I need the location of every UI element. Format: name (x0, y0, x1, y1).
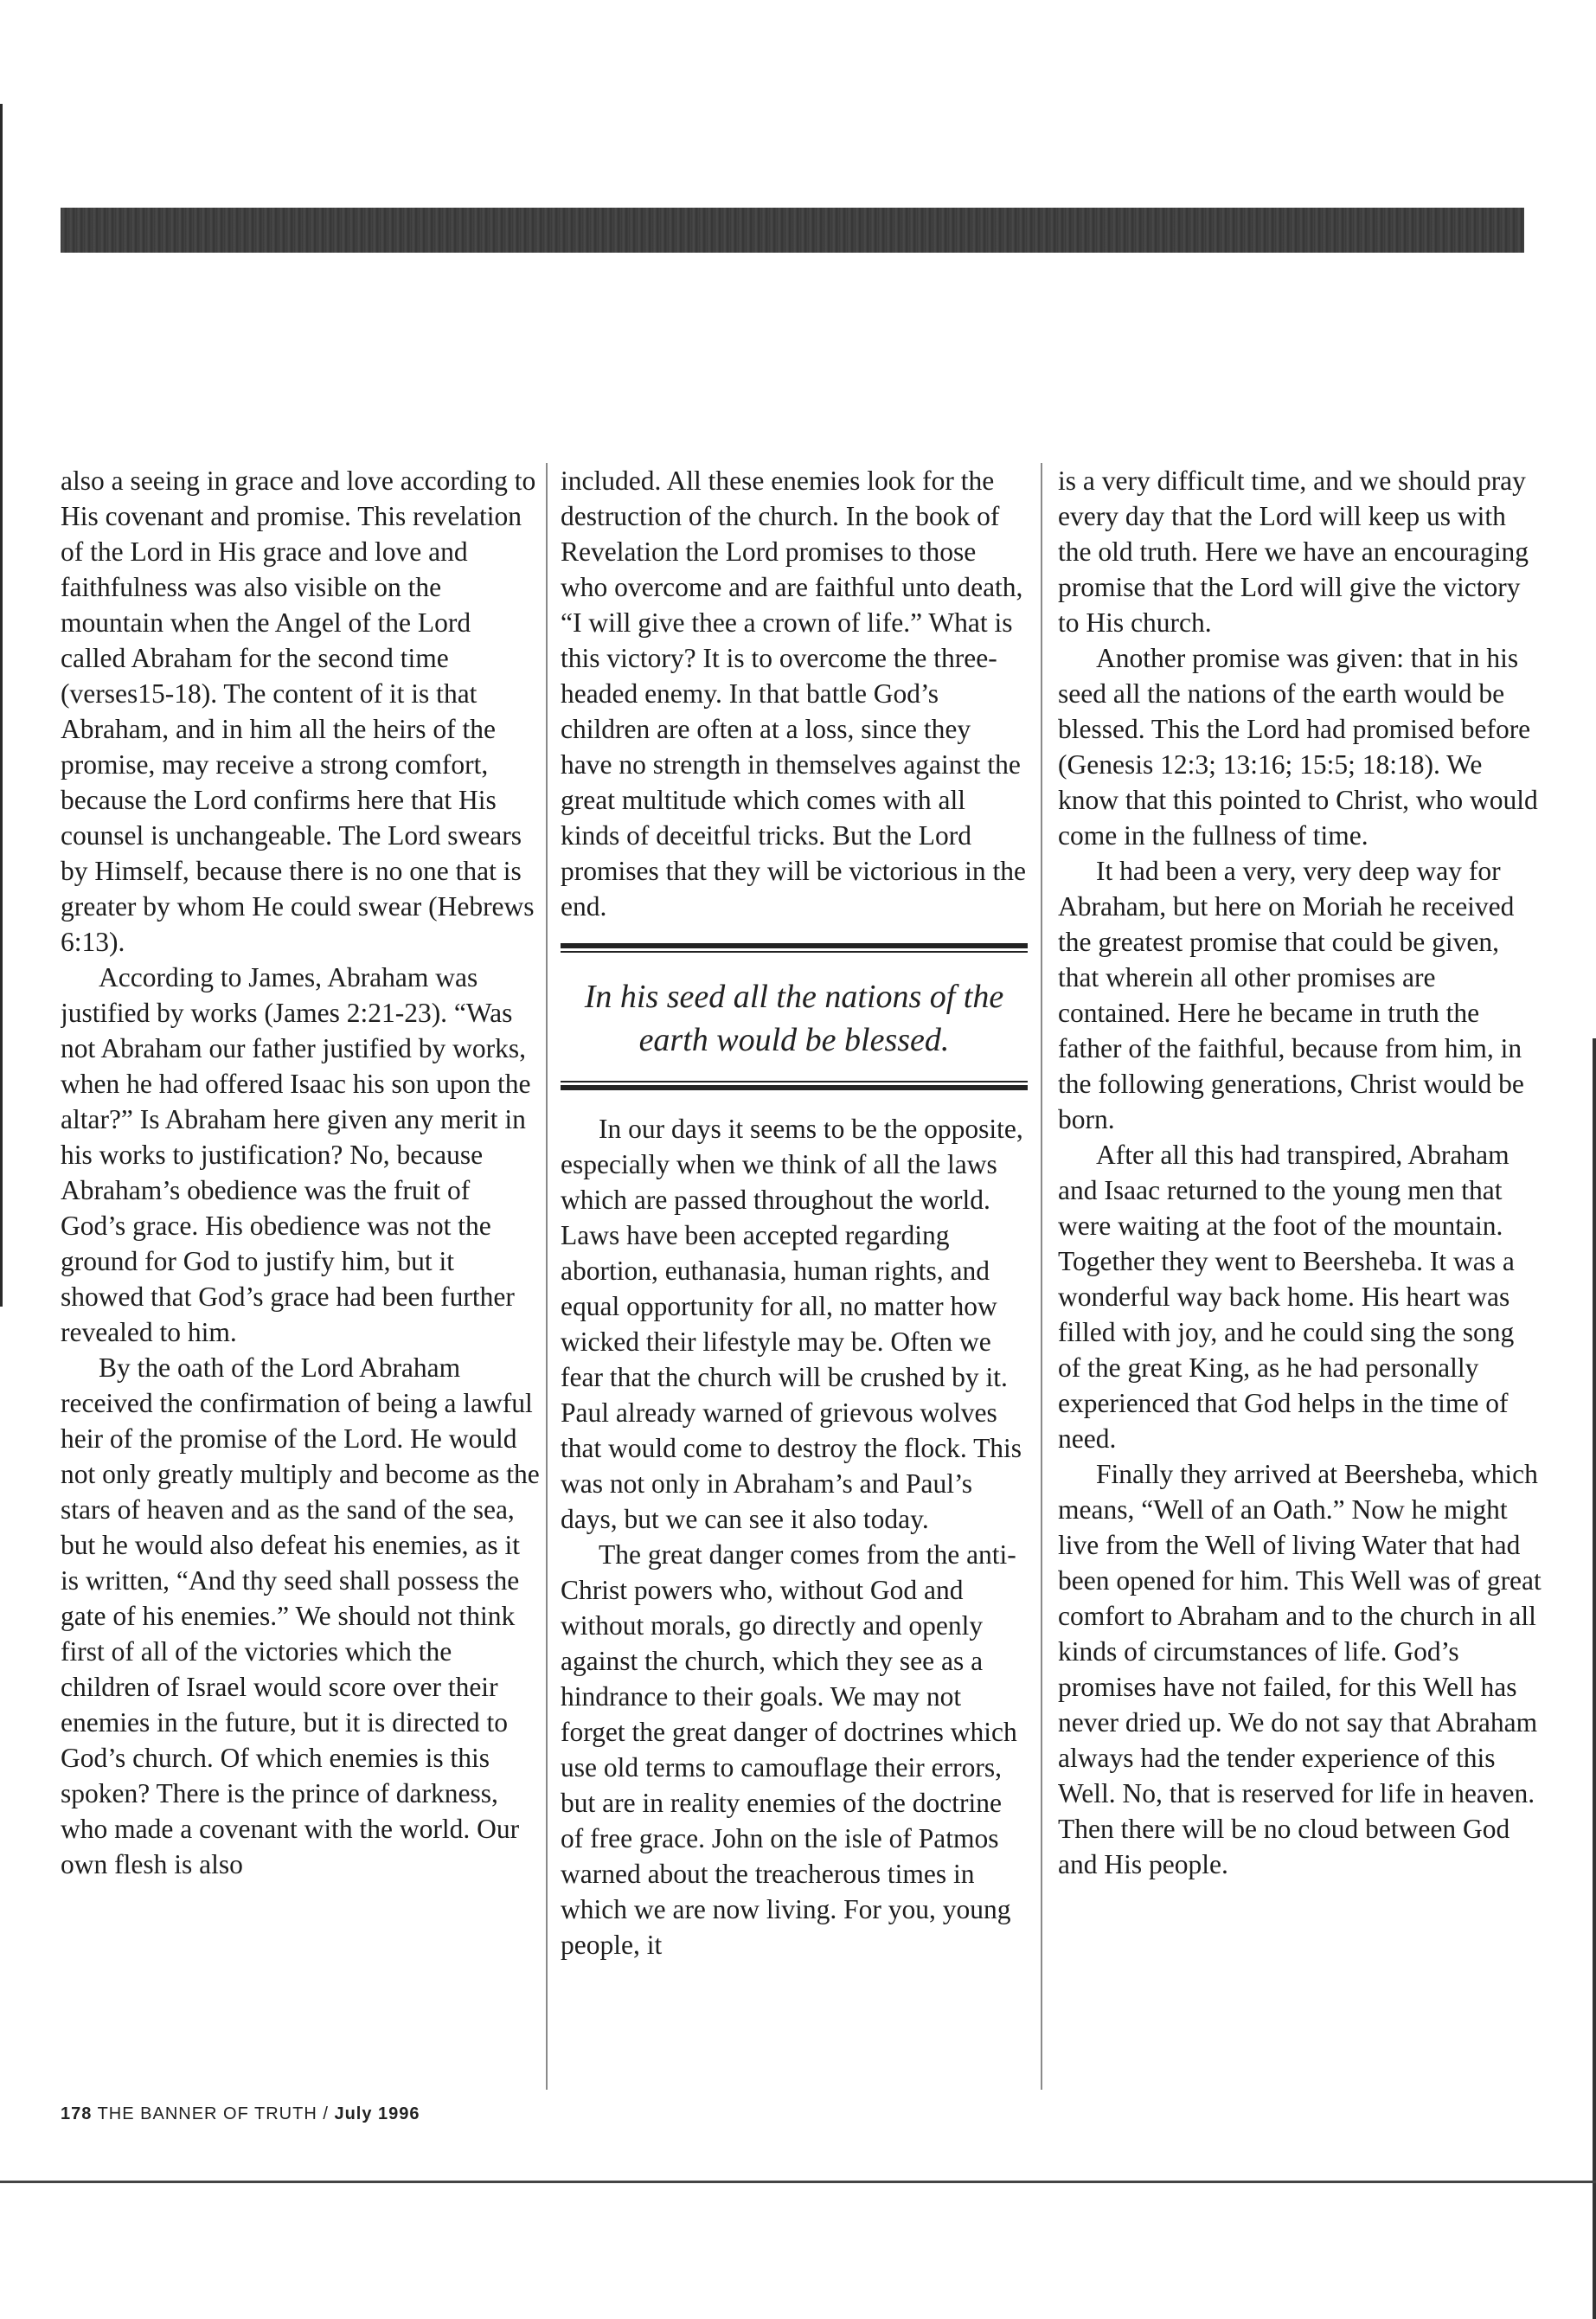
col2-paragraph: included. All these enemies look for the destruction of the church. In the book of Revelation the Lord promises to those who overcome and are faithful unto death, “I will give thee a crown of life.” What is this victory? It is to overcome the three-headed enemy. In that battle God’s children are often at a loss, since they have no strength in themselves against the great multitude which comes with all kinds of deceitful tricks. But the Lord promises that they will be victorious in the end. (561, 466, 1027, 922)
col3-paragraph: Finally they arrived at Beersheba, which means, “Well of an Oath.” Now he might live from the Well of living Water that had been opened for him. This Well was of great comfort to Abraham and to the church in all kinds of circumstances of life. God’s promises have not failed, for this Well has never dried up. We do not say that Abraham always had the tender experience of this Well. No, that is reserved for life in heaven. Then there will be no cloud between God and His people. (1058, 1459, 1542, 1879)
col2-paragraph: The great danger comes from the anti-Christ powers who, without God and without morals, go directly and openly against the church, which they see as a hindrance to their goals. We may not forget the great danger of doctrines which use old terms to camouflage their errors, but are in reality enemies of the doctrine of free grace. John on the isle of Patmos warned about the treacherous times in which we are now living. For you, young people, it (561, 1539, 1017, 1960)
column-1 (61, 463, 541, 2090)
col3-paragraph: Another promise was given: that in his seed all the nations of the earth would be blessed. This the Lord had promised before (Genesis 12:3; 13:16; 15:5; 18:18). We know that this pointed to Christ, who would come in the fullness of time. (1058, 643, 1538, 851)
col3-paragraph: It had been a very, very deep way for Abraham, but here on Moriah he received the greatest promise that could be given, that wherein all other promises are contained. Here he became in truth the father of the faithful, because from him, in the following generations, Christ would be born. (1058, 856, 1524, 1134)
footer-separator: / (323, 2104, 329, 2123)
column-divider (546, 463, 548, 2090)
col1-paragraph: also a seeing in grace and love according to His covenant and promise. This revelation of the Lord in His grace and love and faithfulness was also visible on the mountain when the Angel of the Lord called Abraham for the second time (verses15-18). The content of it is that Abraham, and in him all the heirs of the promise, may receive a strong comfort, because the Lord confirms here that His counsel is unchangeable. The Lord swears by Himself, because there is no one that is greater by whom He could swear (Hebrews 6:13). (61, 466, 536, 957)
col1-paragraph: By the oath of the Lord Abraham received the confirmation of being a lawful heir of the promise of the Lord. He would not only greatly multiply and become as the stars of heaven and as the sand of the sea, but he would also defeat his enemies, as it is written, “And thy seed shall possess the gate of his enemies.” We should not think first of all of the victories which the children of Israel would score over their enemies in the future, but it is directed to God’s church. Of which enemies is this spoken? There is the prince of darkness, who made a covenant with the world. Our own flesh is also (61, 1352, 540, 1879)
page-right-edge (1593, 1038, 1596, 2319)
publication-name: THE BANNER OF TRUTH (97, 2104, 317, 2123)
pull-quote-rule-bottom-thin (561, 1081, 1028, 1082)
page-footer (61, 2104, 420, 2124)
page-left-edge (0, 104, 3, 1307)
col3-paragraph: After all this had transpired, Abraham and Isaac returned to the young men that were waiting at the foot of the mountain. Together they went to Beersheba. It was a wonderful way back home. His heart was filled with joy, and he could sing the song of the great King, as he had personally experienced that God helps in the time of need. (1058, 1140, 1515, 1454)
pull-quote-text: In his seed all the nations of the earth would be blessed. (584, 979, 1004, 1058)
col2-paragraph: In our days it seems to be the opposite, especially when we think of all the laws which are passed throughout the world. Laws have been accepted regarding abortion, euthanasia, human rights, and equal opportunity for all, no matter how wicked their lifestyle may be. Often we fear that the church will be crushed by it. Paul already warned of grievous wolves that would come to destroy the flock. This was not only in Abraham’s and Paul’s days, but we can see it also today. (561, 1114, 1023, 1534)
column-3 (1058, 463, 1542, 2090)
pull-quote-rule-top (561, 943, 1028, 948)
column-2 (561, 463, 1028, 2090)
page-number: 178 (61, 2104, 93, 2123)
page-bottom-rule (0, 2181, 1596, 2183)
header-bar (61, 208, 1524, 253)
column-divider (1041, 463, 1042, 2090)
pull-quote-rule-bottom (561, 1085, 1028, 1090)
col1-paragraph: According to James, Abraham was justified by works (James 2:21-23). “Was not Abraham our father justified by works, when he had offered Isaac his son upon the altar?” Is Abraham here given any merit in his works to justification? No, because Abraham’s obedience was the fruit of God’s grace. His obedience was not the ground for God to justify him, but it showed that God’s grace had been further revealed to him. (61, 962, 531, 1347)
col3-paragraph: is a very difficult time, and we should pray every day that the Lord will keep us with the old truth. Here we have an encouraging promise that the Lord will give the victory to His church. (1058, 466, 1529, 638)
issue-date: July 1996 (334, 2104, 420, 2123)
pull-quote (561, 943, 1028, 1090)
